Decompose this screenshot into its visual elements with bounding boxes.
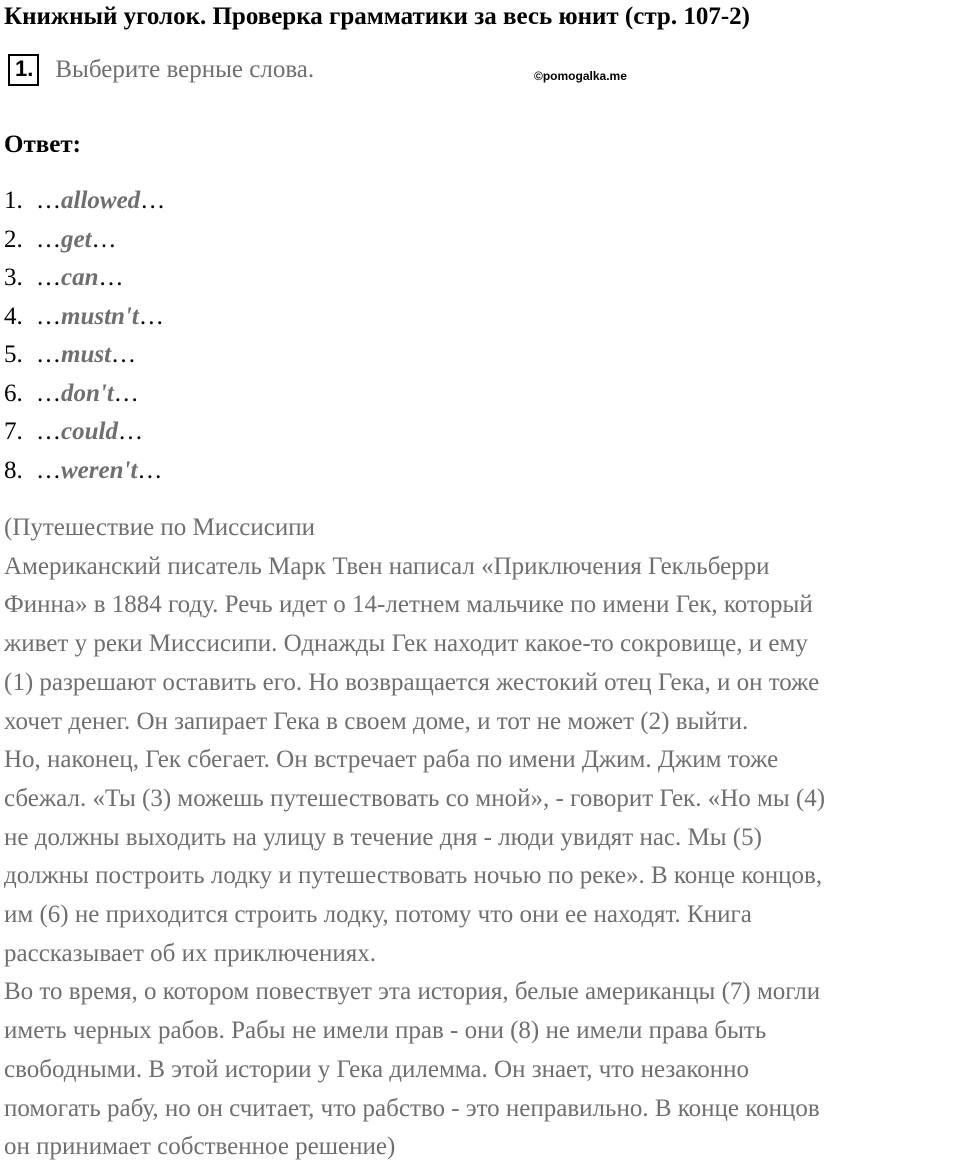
translation-line: свободными. В этой истории у Гека дилемма. Он знает, что незаконно	[4, 1055, 750, 1083]
answer-item	[4, 259, 165, 298]
answer-word: must	[61, 341, 112, 368]
ellipsis: …	[140, 187, 166, 214]
translation-line: должны построить лодку и путешествовать ночью по реке». В конце концов,	[4, 862, 823, 890]
ellipsis: …	[111, 341, 137, 368]
ellipsis: …	[91, 225, 117, 253]
answer-word: mustn't	[61, 302, 139, 330]
answer-item	[4, 413, 165, 452]
translation-line: живет у реки Миссисипи. Однажды Гек находит какое-то сокровище, и ему	[4, 630, 808, 658]
translation-line: помогать рабу, но он считает, что рабство - это неправильно. В конце концов	[4, 1094, 820, 1122]
answer-number: 8.	[4, 456, 23, 484]
answer-number: 4.	[4, 302, 23, 330]
ellipsis: …	[36, 225, 61, 253]
ellipsis: …	[117, 418, 143, 445]
answer-word: can	[61, 264, 99, 291]
translation-line: рассказывает об их приключениях.	[4, 939, 377, 967]
ellipsis: …	[36, 302, 61, 330]
translation-line: иметь черных рабов. Рабы не имели прав - они (8) не имели права быть	[4, 1017, 767, 1045]
translation-line: он принимает собственное решение)	[4, 1133, 396, 1161]
answer-number: 6.	[4, 379, 23, 407]
ellipsis: …	[98, 264, 124, 291]
ellipsis: …	[36, 264, 61, 291]
translation-line: Во то время, о котором повествует эта история, белые американцы (7) могли	[4, 978, 821, 1006]
answer-number: 5.	[4, 341, 23, 368]
answer-word: could	[61, 418, 118, 445]
answer-number: 1.	[4, 187, 23, 214]
ellipsis: …	[138, 302, 164, 330]
ellipsis: …	[113, 379, 139, 407]
translation-line: им (6) не приходится строить лодку, потому что они ее находят. Книга	[4, 901, 752, 929]
answer-item	[4, 298, 165, 337]
translation-line: (1) разрешают оставить его. Но возвращается жестокий отец Гека, и он тоже	[4, 668, 820, 696]
translation-line: Американский писатель Марк Твен написал «Приключения Гекльберри	[4, 552, 770, 580]
translation-line: Финна» в 1884 году. Речь идет о 14-летнем мальчике по имени Гек, который	[4, 591, 813, 619]
answer-number: 2.	[4, 225, 23, 253]
translation-line: не должны выходить на улицу в течение дня - люди увидят нас. Мы (5)	[4, 823, 762, 851]
answer-word: get	[61, 225, 92, 253]
answer-word: don't	[61, 379, 114, 407]
answer-list	[4, 182, 165, 490]
answer-number: 7.	[4, 418, 23, 445]
answer-word: weren't	[61, 456, 138, 484]
ellipsis: …	[36, 187, 61, 214]
answer-item	[4, 182, 165, 221]
answer-item	[4, 336, 165, 375]
translation-text	[4, 509, 960, 1167]
ellipsis: …	[36, 379, 61, 407]
watermark: ©pomogalka.me	[534, 69, 627, 83]
answer-item	[4, 221, 165, 260]
task-instruction: Выберите верные слова.	[55, 56, 315, 83]
ellipsis: …	[137, 456, 163, 484]
translation-line: Но, наконец, Гек сбегает. Он встречает раба по имени Джим. Джим тоже	[4, 746, 779, 774]
task-row	[8, 54, 314, 86]
answer-heading: Ответ:	[4, 131, 81, 158]
translation-line: (Путешествие по Миссисипи	[4, 514, 315, 541]
answer-item	[4, 452, 165, 491]
task-number-badge: 1.	[8, 54, 39, 86]
translation-line: сбежал. «Ты (3) можешь путешествовать со мной», - говорит Гек. «Но мы (4)	[4, 784, 826, 812]
translation-line: хочет денег. Он запирает Гека в своем доме, и тот не может (2) выйти.	[4, 707, 749, 735]
page-title: Книжный уголок. Проверка грамматики за весь юнит (стр. 107-2)	[4, 3, 750, 30]
ellipsis: …	[36, 456, 61, 484]
answer-item	[4, 375, 165, 414]
answer-number: 3.	[4, 264, 23, 291]
answer-word: allowed	[61, 187, 141, 214]
ellipsis: …	[36, 341, 61, 368]
ellipsis: …	[36, 418, 61, 445]
